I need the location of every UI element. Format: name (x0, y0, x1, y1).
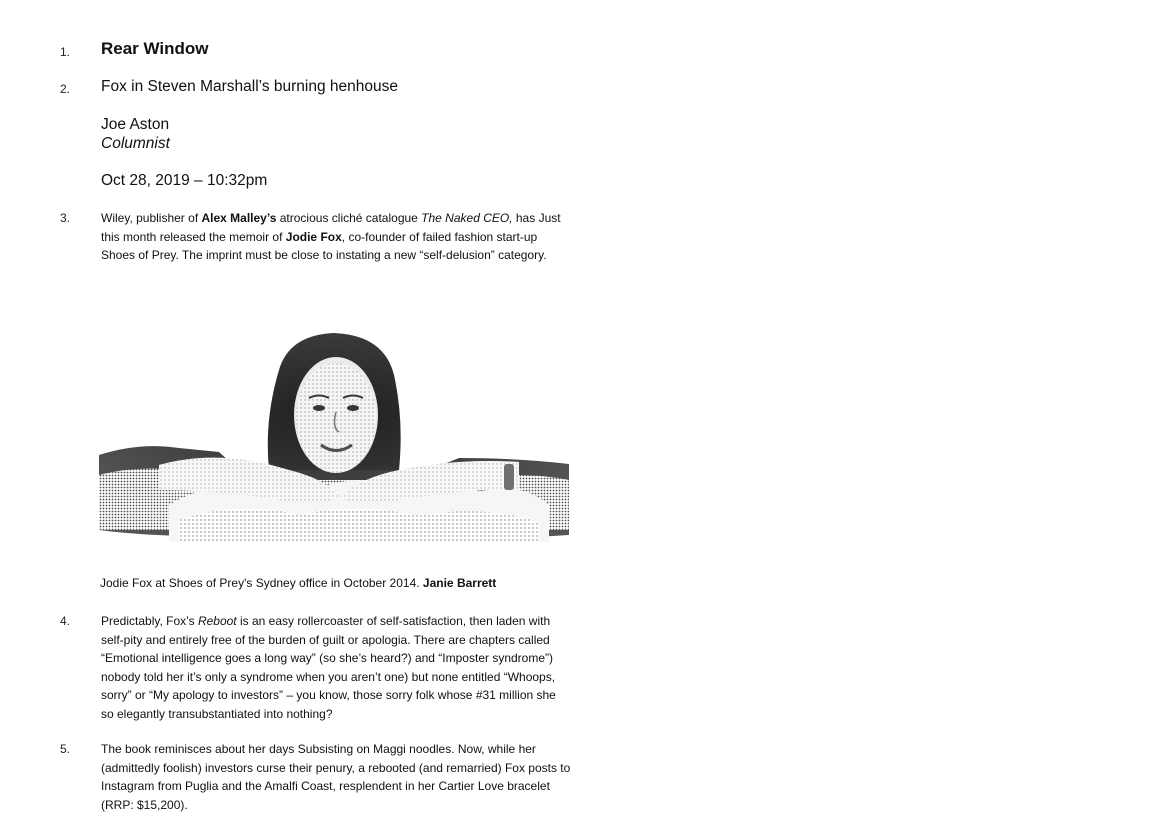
article-headline: Fox in Steven Marshall’s burning henhouse (101, 78, 398, 95)
item-number-5: 5. (60, 742, 71, 756)
item-number-4: 4. (60, 614, 71, 628)
item-number-3: 3. (60, 211, 71, 225)
item-number-1: 1. (60, 45, 71, 59)
byline-author: Joe Aston (101, 116, 170, 133)
article-date: Oct 28, 2019 – 10:32pm (101, 172, 268, 189)
photo-credit: Janie Barrett (422, 576, 497, 590)
byline (101, 115, 581, 153)
column-title: Rear Window (101, 39, 209, 58)
paragraph-3: Wiley, publisher of Alex Malley’s atrocious cliché catalogue The Naked CEO, has Just this month released the memoir of Jodie Fox, co-founder of failed fashion start-up Shoes of Prey. The imprint must be close to instating a new “self-delusion” category. (101, 211, 561, 263)
article-photo (99, 330, 569, 542)
paragraph-5: The book reminisces about her days Subsisting on Maggi noodles. Now, while her (admittedly foolish) investors curse their penury, a rebooted (and remarried) Fox posts to Instagram from Puglia and the Amalfi Coast, resplendent in her Cartier Love bracelet (RRP: $15,200). (101, 742, 571, 812)
paragraph-4: Predictably, Fox’s Reboot is an easy rollercoaster of self-satisfaction, then laden with self-pity and entirely free of the burden of guilt or apologia. There are chapters called “Emotional intelligence goes a long way” (so she’s heard?) and “Imposter syndrome”) nobody told her it’s only a syndrome when you aren’t one) but none entitled “Whoops, sorry” or “My apology to investors” – you know, those sorry folk whose #31 million she so elegantly transubstantiated into nothing? (101, 614, 556, 721)
byline-role: Columnist (101, 135, 170, 152)
item-number-2: 2. (60, 82, 71, 96)
photo-caption: Jodie Fox at Shoes of Prey's Sydney office in October 2014. Janie Barrett (100, 576, 497, 590)
portrait-illustration (99, 330, 569, 542)
